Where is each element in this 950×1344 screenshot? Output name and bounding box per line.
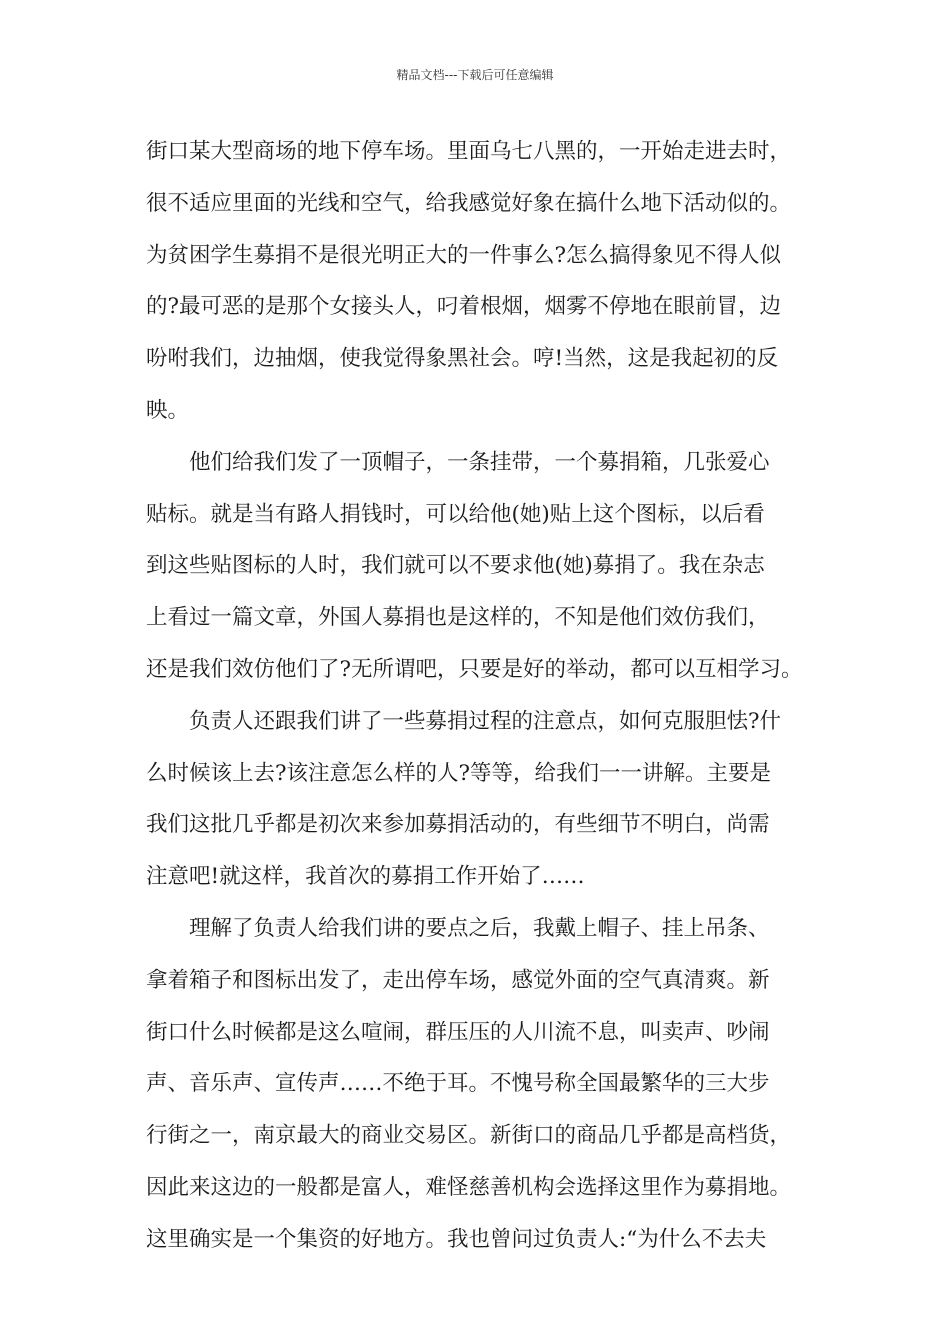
text-line: 因此来这边的一般都是富人，难怪慈善机构会选择这里作为募捐地。	[146, 1174, 792, 1200]
text-line: 的?最可恶的是那个女接头人，叼着根烟，烟雾不停地在眼前冒，边	[146, 294, 782, 320]
text-line: 行街之一，南京最大的商业交易区。新街口的商品几乎都是高档货，	[146, 1123, 792, 1149]
text-line: 为贫困学生募捐不是很光明正大的一件事么?怎么搞得象见不得人似	[146, 242, 782, 268]
text-line: 上看过一篇文章，外国人募捐也是这样的，不知是他们效仿我们，	[146, 605, 770, 631]
text-line: 还是我们效仿他们了?无所谓吧，只要是好的举动，都可以互相学习。	[146, 656, 803, 682]
text-line: 声、音乐声、宣传声……不绝于耳。不愧号称全国最繁华的三大步	[146, 1071, 770, 1097]
text-line: 么时候该上去?该注意怎么样的人?等等，给我们一一讲解。主要是	[146, 760, 772, 786]
text-line: 注意吧!就这样，我首次的募捐工作开始了……	[146, 864, 585, 890]
paragraph-start-line: 他们给我们发了一顶帽子，一条挂带，一个募捐箱，几张爱心	[189, 449, 770, 475]
text-line: 这里确实是一个集资的好地方。我也曾问过负责人:“为什么不去夫	[146, 1226, 767, 1252]
text-line: 街口某大型商场的地下停车场。里面乌七八黑的，一开始走进去时，	[146, 139, 792, 164]
text-line: 映。	[146, 397, 190, 423]
page-header: 精品文档---下载后可任意编辑	[396, 68, 554, 82]
text-line: 吩咐我们，边抽烟，使我觉得象黑社会。哼!当然，这是我起初的反	[146, 346, 779, 372]
document-body	[146, 126, 806, 1266]
text-line: 拿着箱子和图标出发了，走出停车场，感觉外面的空气真清爽。新	[146, 967, 770, 993]
text-line: 很不适应里面的光线和空气，给我感觉好象在搞什么地下活动似的。	[146, 190, 792, 216]
paragraph-start-line: 负责人还跟我们讲了一些募捐过程的注意点，如何克服胆怯?什	[189, 708, 782, 734]
text-line: 到这些贴图标的人时，我们就可以不要求他(她)募捐了。我在杂志	[146, 553, 765, 579]
text-line: 街口什么时候都是这么喧闹，群压压的人川流不息，叫卖声、吵闹	[146, 1019, 770, 1045]
text-line: 贴标。就是当有路人捐钱时，可以给他(她)贴上这个图标，以后看	[146, 501, 765, 527]
paragraph-start-line: 理解了负责人给我们讲的要点之后，我戴上帽子、挂上吊条、	[189, 915, 770, 941]
text-line: 我们这批几乎都是初次来参加募捐活动的，有些细节不明白，尚需	[146, 812, 770, 838]
